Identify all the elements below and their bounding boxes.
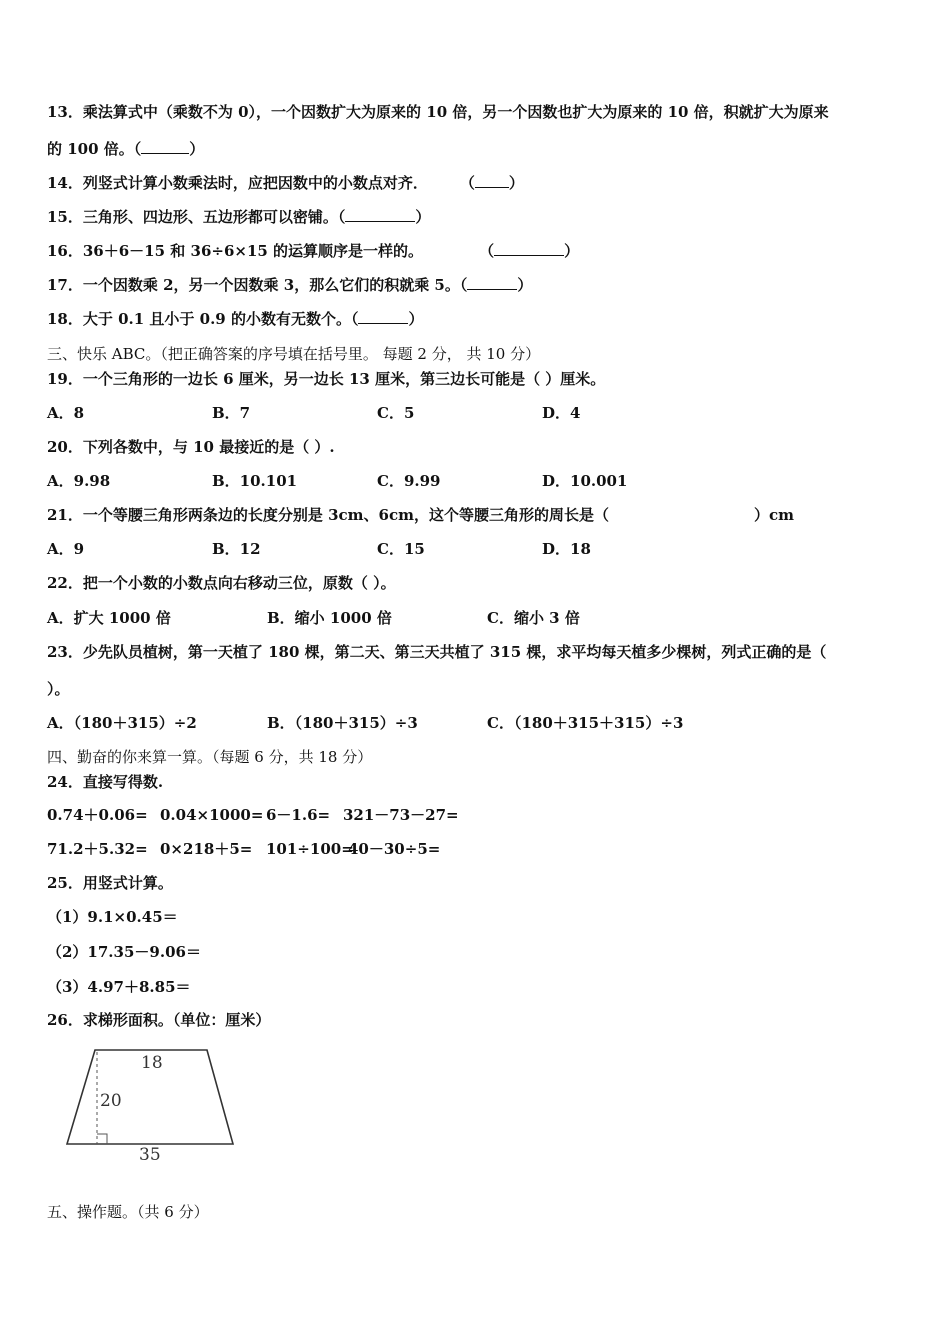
q24-text: 24．直接写得数. <box>47 773 164 791</box>
trapezoid-top-label: 18 <box>141 1053 163 1073</box>
q16-text: 16．36＋6－15 和 36÷6×15 的运算顺序是一样的。 <box>47 242 424 260</box>
q19-text: 19．一个三角形的一边长 6 厘米，另一边长 13 厘米，第三边长可能是（ ）厘米。 <box>47 370 606 388</box>
q17-answer-blank[interactable] <box>467 277 517 290</box>
q18 <box>47 309 423 329</box>
section-4-heading: 四、勤奋的你来算一算。（每题 6 分，共 18 分） <box>47 748 373 766</box>
q13-answer-blank[interactable] <box>141 141 189 154</box>
q23-option-c[interactable]: C．（180＋315＋315）÷3 <box>487 714 684 732</box>
q13-line1: 13．乘法算式中（乘数不为 0），一个因数扩大为原来的 10 倍，另一个因数也扩大为原来的 10 倍，积就扩大为原来 <box>47 103 829 121</box>
q25-text: 25．用竖式计算。 <box>47 874 173 892</box>
q20-option-b[interactable]: B．10.101 <box>212 472 298 490</box>
q22-option-b[interactable]: B．缩小 1000 倍 <box>267 609 392 627</box>
q24-row2-item1: 71.2＋5.32= <box>47 840 148 858</box>
q14 <box>47 173 524 193</box>
q19-option-c[interactable]: C．5 <box>377 404 415 422</box>
q24-row1-item4: 321－73－27= <box>343 806 459 824</box>
q16 <box>47 241 579 261</box>
q19-option-a[interactable]: A．8 <box>47 404 85 422</box>
q18-text: 18．大于 0.1 且小于 0.9 的小数有无数个。（ <box>47 310 359 328</box>
q25-item-3: （3）4.97＋8.85＝ <box>47 978 191 996</box>
q14-open: （ <box>459 174 475 192</box>
right-angle-mark <box>97 1134 107 1144</box>
q25-item-1: （1）9.1×0.45＝ <box>47 908 178 926</box>
q18-answer-blank[interactable] <box>358 311 408 324</box>
q21-close: ）cm <box>753 506 794 524</box>
q22-option-a[interactable]: A．扩大 1000 倍 <box>47 609 171 627</box>
q19-option-b[interactable]: B．7 <box>212 404 251 422</box>
q16-answer-blank[interactable] <box>494 243 564 256</box>
q20-option-a[interactable]: A．9.98 <box>47 472 111 490</box>
section-3-heading: 三、快乐 ABC。（把正确答案的序号填在括号里。 每题 2 分， 共 10 分） <box>47 345 541 363</box>
q16-open: （ <box>479 242 495 260</box>
q15-answer-blank[interactable] <box>345 209 415 222</box>
q20-option-c[interactable]: C．9.99 <box>377 472 441 490</box>
q20-option-d[interactable]: D．10.001 <box>542 472 628 490</box>
q13-text: 的 100 倍。（ <box>47 140 142 158</box>
q24-row1-item3: 6－1.6= <box>266 806 331 824</box>
q18-close: ） <box>408 310 424 328</box>
q20-text: 20．下列各数中，与 10 最接近的是（ ）. <box>47 438 335 456</box>
q22-option-c[interactable]: C．缩小 3 倍 <box>487 609 580 627</box>
q21-text: 21．一个等腰三角形两条边的长度分别是 3cm、6cm，这个等腰三角形的周长是（ <box>47 506 609 524</box>
q25-item-2: （2）17.35－9.06＝ <box>47 943 201 961</box>
q22-text: 22．把一个小数的小数点向右移动三位，原数（ ）。 <box>47 574 396 592</box>
q21-option-c[interactable]: C．15 <box>377 540 425 558</box>
q21-option-d[interactable]: D．18 <box>542 540 591 558</box>
q23-line1: 23．少先队员植树，第一天植了 180 棵，第二天、第三天共植了 315 棵，求平均每天植多少棵树，列式正确的是（ <box>47 643 827 661</box>
section-5-heading: 五、操作题。（共 6 分） <box>47 1203 209 1221</box>
q16-close: ） <box>564 242 580 260</box>
q17-close: ） <box>517 276 533 294</box>
q21-option-b[interactable]: B．12 <box>212 540 261 558</box>
q13-close: ） <box>189 140 205 158</box>
q26-text: 26．求梯形面积。（单位：厘米） <box>47 1011 271 1029</box>
q17-text: 17．一个因数乘 2，另一个因数乘 3，那么它们的积就乘 5。（ <box>47 276 468 294</box>
q24-row2-item2: 0×218＋5= <box>160 840 253 858</box>
q13-line2 <box>47 139 204 159</box>
trapezoid-bottom-label: 35 <box>139 1145 161 1165</box>
q15 <box>47 207 430 227</box>
trapezoid-height-label: 20 <box>100 1091 122 1111</box>
q17 <box>47 275 532 295</box>
q14-close: ） <box>508 174 524 192</box>
q14-answer-blank[interactable] <box>475 175 509 188</box>
q14-text: 14．列竖式计算小数乘法时，应把因数中的小数点对齐． <box>47 174 428 192</box>
q15-close: ） <box>415 208 431 226</box>
q23-option-b[interactable]: B．（180＋315）÷3 <box>267 714 418 732</box>
q19-option-d[interactable]: D．4 <box>542 404 581 422</box>
q21 <box>47 505 794 525</box>
q24-row1-item2: 0.04×1000= <box>160 806 264 824</box>
q24-row1-item1: 0.74＋0.06= <box>47 806 148 824</box>
q23-option-a[interactable]: A．（180＋315）÷2 <box>47 714 197 732</box>
trapezoid-figure <box>55 1040 245 1170</box>
q15-text: 15．三角形、四边形、五边形都可以密铺。（ <box>47 208 346 226</box>
q23-line2: ）。 <box>47 680 70 698</box>
q21-option-a[interactable]: A．9 <box>47 540 85 558</box>
q24-row2-item3: 101÷100= <box>266 840 354 858</box>
q24-row2-item4: 40－30÷5= <box>348 840 441 858</box>
